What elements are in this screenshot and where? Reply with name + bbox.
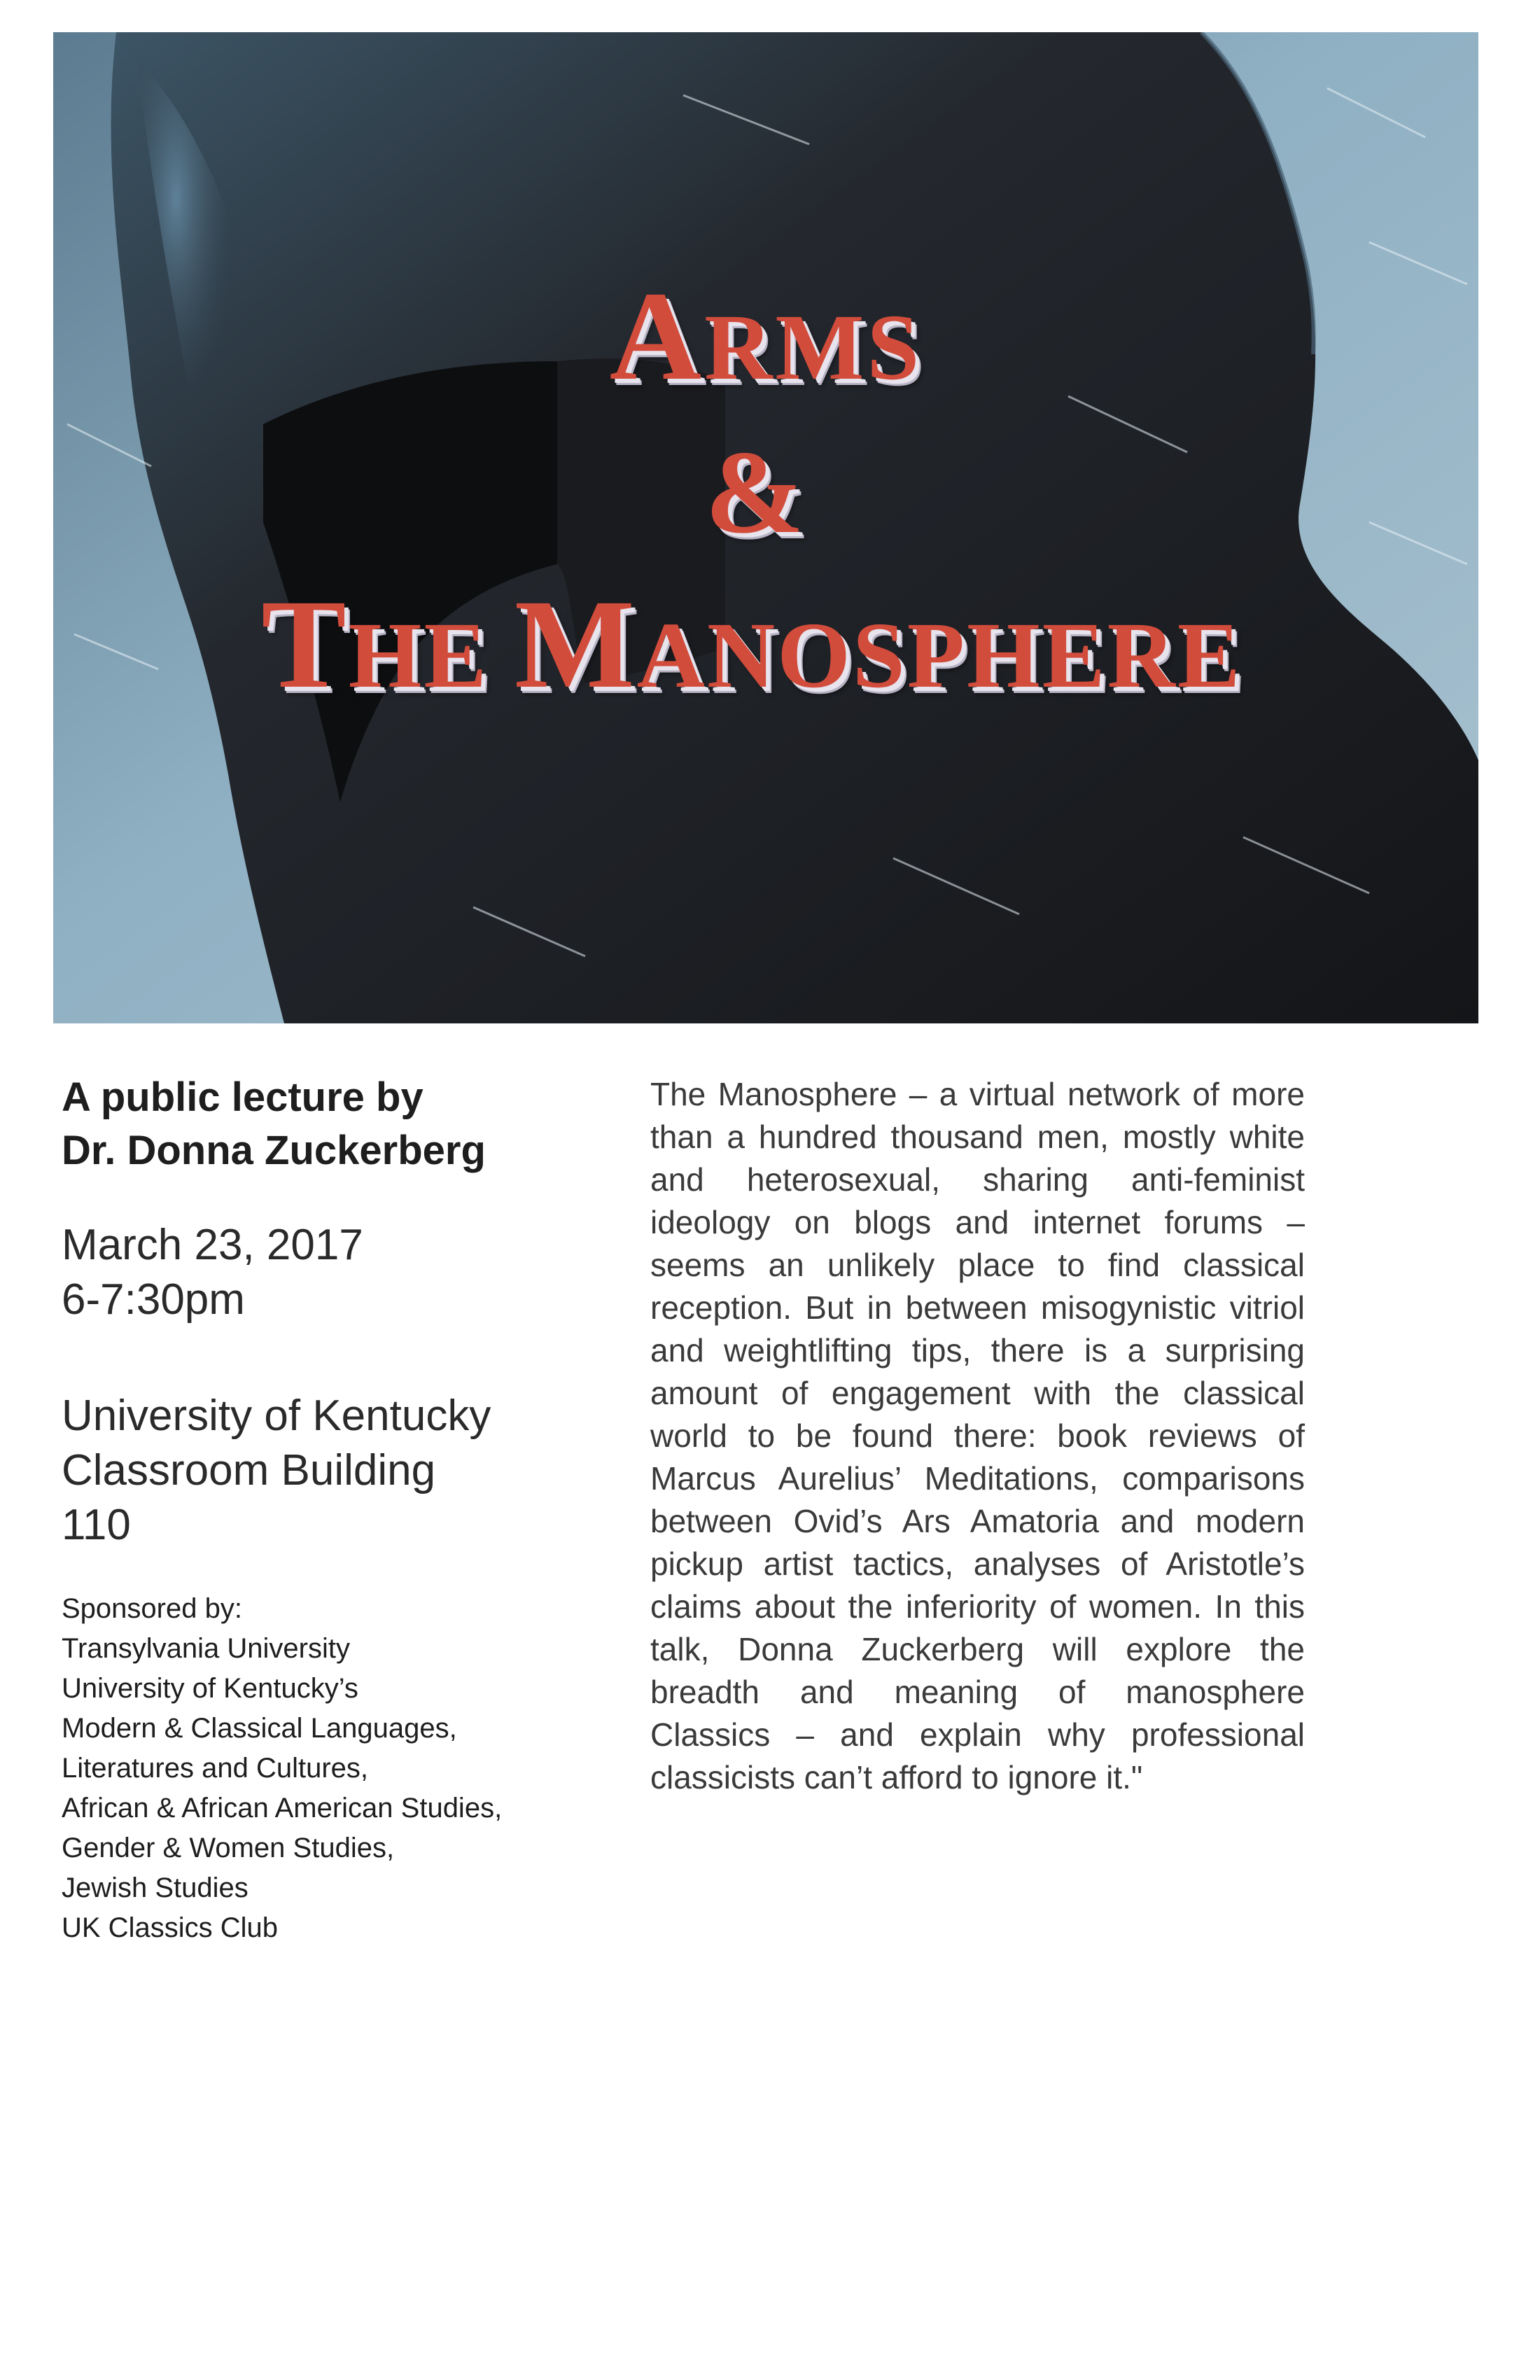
title-line-arms: [53, 263, 1478, 410]
sponsor-item: University of Kentucky’s: [62, 1673, 358, 1704]
sponsor-item: Modern & Classical Languages,: [62, 1713, 457, 1744]
title-line3-capital-t: T: [261, 574, 349, 715]
sponsor-item: UK Classics Club: [62, 1912, 278, 1943]
poster-title: [53, 32, 1478, 1023]
lecture-abstract: The Manosphere – a virtual network of more than a hundred thousand men, mostly white and heterosexual, sharing anti-feminist ideology on blogs and internet forums – seems an unlikely place to find classical reception. But in between misogynistic vitriol and weightlifting tips, there is a surprising amount of engagement with the classical world to be found there: book reviews of Marcus Aurelius’ Meditations, comparisons between Ovid’s Ars Amatoria and modern pickup artist tactics, analyses of Aristotle’s claims about the inferiority of women. In this talk, Donna Zuckerberg will explore the breadth and meaning of manosphere Classics – and explain why professional classicists can’t afford to ignore it.": [650, 1076, 1305, 1795]
speaker-name: Dr. Donna Zuckerberg: [62, 1128, 486, 1173]
hero-image: [53, 32, 1478, 1023]
title-line-ampersand: &: [705, 426, 807, 558]
sponsor-item: Jewish Studies: [62, 1872, 248, 1903]
title-line3-smallcaps-he: HE: [348, 603, 514, 708]
event-time: 6-7:30pm: [62, 1275, 245, 1324]
sponsor-item: Gender & Women Studies,: [62, 1833, 395, 1863]
venue-line: University of Kentucky: [62, 1392, 491, 1440]
title-line-manosphere: [53, 571, 1464, 718]
venue-line: Classroom Building: [62, 1446, 436, 1494]
sponsor-item: Literatures and Cultures,: [62, 1753, 369, 1784]
title-line1-smallcaps: RMS: [704, 295, 923, 400]
sponsors-list: [62, 1589, 594, 1948]
title-line1-capital: A: [609, 266, 705, 407]
venue-room: 110: [62, 1501, 131, 1549]
sponsor-item: African & African American Studies,: [62, 1793, 503, 1823]
event-details-column: [62, 1071, 594, 1948]
lecture-label: A public lecture by: [62, 1074, 424, 1120]
title-line3-smallcaps-anosphere: ANOSPHERE: [636, 603, 1242, 708]
sponsors-heading: Sponsored by:: [62, 1593, 242, 1624]
date-time-block: [62, 1218, 594, 1327]
title-line3-capital-m: M: [514, 574, 637, 715]
sponsor-item: Transylvania University: [62, 1633, 350, 1664]
event-date: March 23, 2017: [62, 1221, 363, 1269]
venue-block: [62, 1389, 594, 1553]
